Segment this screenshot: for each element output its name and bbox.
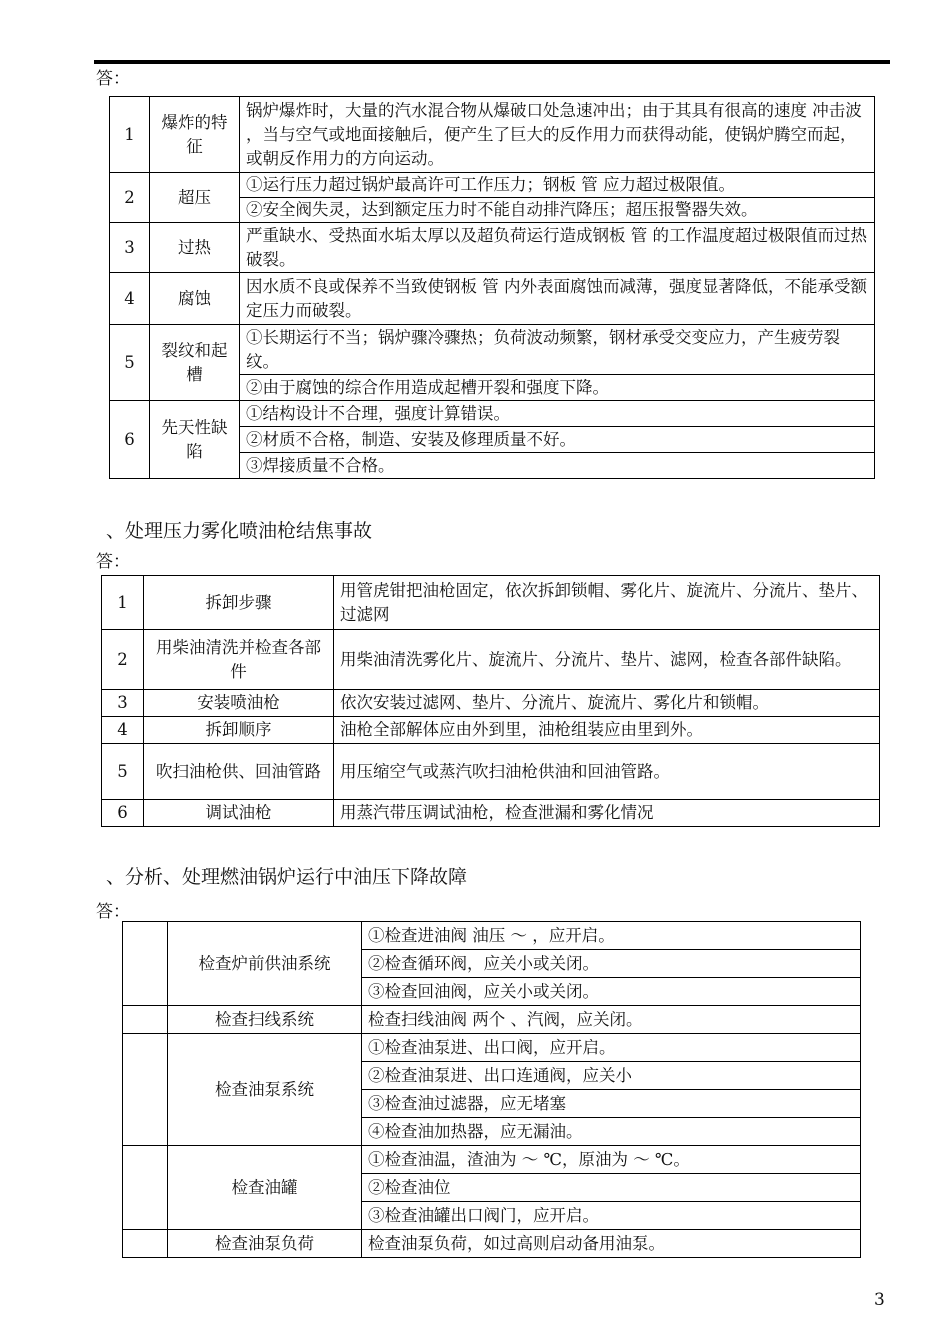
row-step: 拆卸步骤 xyxy=(144,576,334,630)
table-row xyxy=(102,800,880,827)
row-step: 安装喷油枪 xyxy=(144,690,334,717)
group-item: ③检查油过滤器，应无堵塞 xyxy=(362,1090,861,1118)
table-row xyxy=(110,401,875,427)
row-number: 6 xyxy=(102,800,144,827)
answer-label-2: 答： xyxy=(96,552,130,572)
table-row xyxy=(110,273,875,325)
row-number: 6 xyxy=(110,401,150,479)
row-number-empty xyxy=(123,1006,168,1034)
table-row xyxy=(123,1146,861,1174)
row-description: 依次安装过滤网、垫片、分流片、旋流片、雾化片和锁帽。 xyxy=(334,690,880,717)
page-number: 3 xyxy=(874,1290,885,1310)
oil-pressure-drop-table xyxy=(122,921,861,1258)
row-step: 调试油枪 xyxy=(144,800,334,827)
group-name: 检查炉前供油系统 xyxy=(168,922,362,1006)
row-number: 4 xyxy=(102,717,144,744)
row-description: ①长期运行不当；锅炉骤冷骤热；负荷波动频繁，钢材承受交变应力，产生疲劳裂纹。 xyxy=(240,325,875,375)
row-description: 用蒸汽带压调试油枪，检查泄漏和雾化情况 xyxy=(334,800,880,827)
table-row xyxy=(123,1034,861,1062)
row-step: 吹扫油枪供、回油管路 xyxy=(144,744,334,800)
row-description: ②安全阀失灵，达到额定压力时不能自动排汽降压；超压报警器失效。 xyxy=(240,198,875,223)
group-item: ①检查油泵进、出口阀，应开启。 xyxy=(362,1034,861,1062)
row-category: 先天性缺陷 xyxy=(150,401,240,479)
section-heading-3: 、分析、处理燃油锅炉运行中油压下降故障 xyxy=(106,866,468,888)
row-description: 用柴油清洗雾化片、旋流片、分流片、垫片、滤网，检查各部件缺陷。 xyxy=(334,630,880,690)
table-row xyxy=(102,744,880,800)
table-row xyxy=(110,223,875,273)
group-item: 检查油泵负荷，如过高则启动备用油泵。 xyxy=(362,1230,861,1258)
row-step: 拆卸顺序 xyxy=(144,717,334,744)
table-row xyxy=(110,325,875,375)
group-item: ①检查进油阀 油压 ～ ，应开启。 xyxy=(362,922,861,950)
row-number: 2 xyxy=(110,173,150,223)
group-name: 检查油泵系统 xyxy=(168,1034,362,1146)
row-number: 1 xyxy=(102,576,144,630)
row-description: ①结构设计不合理，强度计算错误。 xyxy=(240,401,875,427)
row-number-empty xyxy=(123,922,168,1006)
table-row xyxy=(102,690,880,717)
group-item: ①检查油温，渣油为 ～ ℃，原油为 ～ ℃。 xyxy=(362,1146,861,1174)
group-item: ③检查回油阀，应关小或关闭。 xyxy=(362,978,861,1006)
table-row xyxy=(123,1006,861,1034)
group-item: ②检查油泵进、出口连通阀，应关小 xyxy=(362,1062,861,1090)
row-number: 3 xyxy=(102,690,144,717)
row-description: 因水质不良或保养不当致使钢板 管 内外表面腐蚀而减薄，强度显著降低，不能承受额定压力而破裂。 xyxy=(240,273,875,325)
row-number: 1 xyxy=(110,97,150,173)
row-description: ③焊接质量不合格。 xyxy=(240,453,875,479)
group-item: ②检查油位 xyxy=(362,1174,861,1202)
answer-label-1: 答： xyxy=(96,69,130,89)
table-row xyxy=(123,1230,861,1258)
table-row xyxy=(110,97,875,173)
row-step: 用柴油清洗并检查各部件 xyxy=(144,630,334,690)
row-description: 油枪全部解体应由外到里，油枪组装应由里到外。 xyxy=(334,717,880,744)
row-category: 过热 xyxy=(150,223,240,273)
row-category: 超压 xyxy=(150,173,240,223)
row-number-empty xyxy=(123,1230,168,1258)
row-number: 3 xyxy=(110,223,150,273)
answer-label-3: 答： xyxy=(96,902,130,922)
group-name: 检查油罐 xyxy=(168,1146,362,1230)
row-description: 锅炉爆炸时，大量的汽水混合物从爆破口处急速冲出；由于其具有很高的速度 冲击波 ，当与空气或地面接触后，便产生了巨大的反作用力而获得动能，使锅炉腾空而起，或朝反作用力的方向运动。 xyxy=(240,97,875,173)
section-heading-2: 、处理压力雾化喷油枪结焦事故 xyxy=(106,520,373,542)
row-description: ②由于腐蚀的综合作用造成起槽开裂和强度下降。 xyxy=(240,375,875,401)
row-description: 用压缩空气或蒸汽吹扫油枪供油和回油管路。 xyxy=(334,744,880,800)
row-number: 4 xyxy=(110,273,150,325)
row-number: 5 xyxy=(110,325,150,401)
boiler-accident-table xyxy=(109,96,875,479)
table-row xyxy=(102,717,880,744)
row-description: ①运行压力超过锅炉最高许可工作压力；钢板 管 应力超过极限值。 xyxy=(240,173,875,198)
row-category: 腐蚀 xyxy=(150,273,240,325)
row-category: 爆炸的特征 xyxy=(150,97,240,173)
top-rule xyxy=(94,60,890,64)
group-name: 检查油泵负荷 xyxy=(168,1230,362,1258)
row-number: 2 xyxy=(102,630,144,690)
table-row xyxy=(102,630,880,690)
group-item: ③检查油罐出口阀门，应开启。 xyxy=(362,1202,861,1230)
table-row xyxy=(102,576,880,630)
group-name: 检查扫线系统 xyxy=(168,1006,362,1034)
row-number-empty xyxy=(123,1034,168,1146)
oil-gun-coking-table xyxy=(101,575,880,827)
group-item: ②检查循环阀，应关小或关闭。 xyxy=(362,950,861,978)
row-description: 严重缺水、受热面水垢太厚以及超负荷运行造成钢板 管 的工作温度超过极限值而过热破裂。 xyxy=(240,223,875,273)
row-number: 5 xyxy=(102,744,144,800)
row-number-empty xyxy=(123,1146,168,1230)
row-description: 用管虎钳把油枪固定，依次拆卸锁帽、雾化片、旋流片、分流片、垫片、过滤网 xyxy=(334,576,880,630)
row-description: ②材质不合格，制造、安装及修理质量不好。 xyxy=(240,427,875,453)
table-row xyxy=(123,922,861,950)
group-item: 检查扫线油阀 两个 、汽阀，应关闭。 xyxy=(362,1006,861,1034)
row-category: 裂纹和起槽 xyxy=(150,325,240,401)
group-item: ④检查油加热器，应无漏油。 xyxy=(362,1118,861,1146)
table-row xyxy=(110,173,875,198)
